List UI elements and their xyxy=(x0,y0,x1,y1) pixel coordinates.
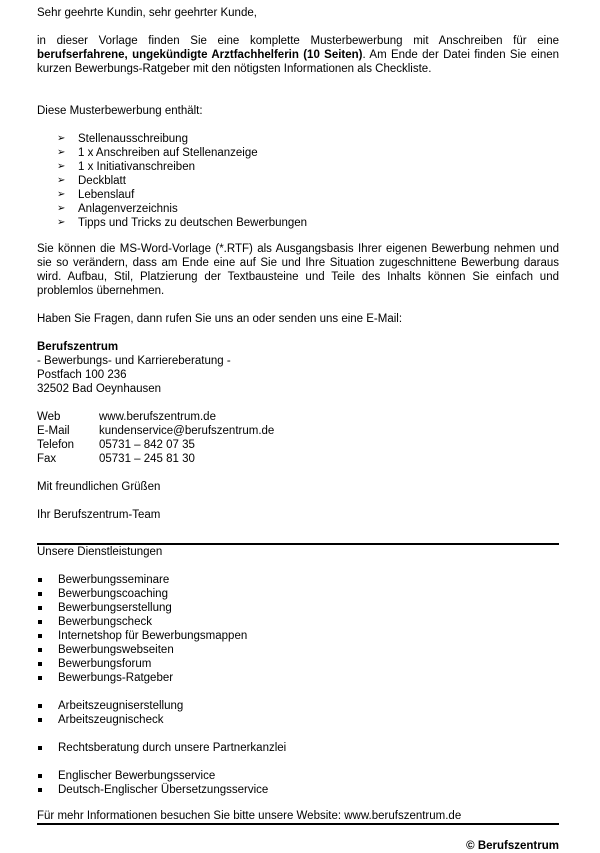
contact-row xyxy=(37,438,559,452)
service-list-item xyxy=(37,671,559,685)
service-label: Deutsch-Englischer Übersetzungsservice xyxy=(58,784,269,796)
intro-text-end: . Am Ende der Datei finden Sie einen kurzen Bewerbungs-Ratgeber mit den nötigsten Informationen als Checkliste. xyxy=(37,49,560,75)
square-bullet-icon xyxy=(38,774,42,778)
square-bullet-icon xyxy=(38,592,42,596)
contents-item-label: Stellenausschreibung xyxy=(78,133,188,145)
contents-list-item xyxy=(37,174,559,188)
arrow-bullet-icon: ➢ xyxy=(57,189,66,200)
service-label: Bewerbungscoaching xyxy=(58,588,168,600)
services-list xyxy=(37,573,559,685)
services-heading: Unsere Dienstleistungen xyxy=(37,546,163,558)
service-list-item xyxy=(37,629,559,643)
greeting: Sehr geehrte Kundin, sehr geehrter Kunde, xyxy=(37,7,257,19)
contents-item-label: Lebenslauf xyxy=(78,189,135,201)
arrow-bullet-icon: ➢ xyxy=(57,147,66,158)
contents-list xyxy=(37,132,559,230)
square-bullet-icon xyxy=(38,718,42,722)
contents-item-label: Anlagenverzeichnis xyxy=(78,203,178,215)
service-label: Bewerbungswebseiten xyxy=(58,644,174,656)
contents-item-label: 1 x Initiativanschreiben xyxy=(78,161,195,173)
document-page xyxy=(37,6,559,825)
contents-list-item xyxy=(37,160,559,174)
square-bullet-icon xyxy=(38,634,42,638)
service-label: Englischer Bewerbungsservice xyxy=(58,770,216,782)
contact-label: Web xyxy=(37,411,61,423)
arrow-bullet-icon: ➢ xyxy=(57,217,66,228)
service-label: Bewerbungsforum xyxy=(58,658,152,670)
contents-list-item xyxy=(37,188,559,202)
contents-heading: Diese Musterbewerbung enthält: xyxy=(37,105,203,117)
services-block xyxy=(37,573,559,797)
service-list-item xyxy=(37,713,559,727)
arrow-bullet-icon: ➢ xyxy=(57,133,66,144)
contents-item-label: Deckblatt xyxy=(78,175,126,187)
square-bullet-icon xyxy=(38,620,42,624)
address-block xyxy=(37,340,559,396)
signature-text: Ihr Berufszentrum-Team xyxy=(37,509,161,521)
closing-text: Mit freundlichen Grüßen xyxy=(37,481,161,493)
contact-row xyxy=(37,424,559,438)
contact-row xyxy=(37,452,559,466)
copyright-notice: © Berufszentrum xyxy=(466,840,559,852)
contents-list-item xyxy=(37,132,559,146)
contact-value: www.berufszentrum.de xyxy=(99,411,216,423)
contact-value: 05731 – 245 81 30 xyxy=(99,453,195,465)
square-bullet-icon xyxy=(38,704,42,708)
square-bullet-icon xyxy=(38,648,42,652)
arrow-bullet-icon: ➢ xyxy=(57,175,66,186)
service-label: Bewerbungs-Ratgeber xyxy=(58,672,174,684)
contents-item-label: Tipps und Tricks zu deutschen Bewerbungen xyxy=(78,217,308,229)
intro-bold-text: berufserfahrene, ungekündigte Arztfachhelferin (10 Seiten) xyxy=(37,49,363,61)
service-list-item xyxy=(37,783,559,797)
square-bullet-icon xyxy=(38,578,42,582)
contact-label: E-Mail xyxy=(37,425,70,437)
service-list-item xyxy=(37,643,559,657)
service-list-item xyxy=(37,601,559,615)
service-label: Rechtsberatung durch unsere Partnerkanzlei xyxy=(58,742,287,754)
footer-divider-line xyxy=(37,823,559,825)
service-list-item xyxy=(37,657,559,671)
contact-value: kundenservice@berufszentrum.de xyxy=(99,425,275,437)
square-bullet-icon xyxy=(38,606,42,610)
postal-box: Postfach 100 236 xyxy=(37,369,127,381)
service-list-item xyxy=(37,573,559,587)
service-list-item xyxy=(37,615,559,629)
service-list-item xyxy=(37,699,559,713)
questions-paragraph: Haben Sie Fragen, dann rufen Sie uns an oder senden uns eine E-Mail: xyxy=(37,313,403,325)
service-list-item xyxy=(37,741,559,755)
contents-list-item xyxy=(37,202,559,216)
contact-label: Fax xyxy=(37,453,57,465)
contents-list-item xyxy=(37,216,559,230)
usage-paragraph: Sie können die MS-Word-Vorlage (*.RTF) als Ausgangsbasis Ihrer eigenen Bewerbung nehmen und sie so verändern, dass am Ende eine auf Sie und Ihre Situation zugeschnittene Bewerbung daraus wird. Aufbau, Stil, Platzierung der Textbausteine und Teile des Inhalts können Sie einfach und problemlos übernehmen. xyxy=(37,243,559,297)
service-label: Arbeitszeugniserstellung xyxy=(58,700,184,712)
service-list-item xyxy=(37,587,559,601)
service-label: Bewerbungserstellung xyxy=(58,602,172,614)
service-label: Internetshop für Bewerbungsmappen xyxy=(58,630,248,642)
services-list xyxy=(37,699,559,727)
company-name: Berufszentrum xyxy=(37,341,119,353)
contents-list-item xyxy=(37,146,559,160)
contact-row xyxy=(37,410,559,424)
service-label: Bewerbungscheck xyxy=(58,616,152,628)
service-list-item xyxy=(37,769,559,783)
square-bullet-icon xyxy=(38,746,42,750)
contents-item-label: 1 x Anschreiben auf Stellenanzeige xyxy=(78,147,258,159)
service-label: Arbeitszeugnischeck xyxy=(58,714,164,726)
company-subtitle: - Bewerbungs- und Karriereberatung - xyxy=(37,355,231,367)
square-bullet-icon xyxy=(38,676,42,680)
intro-paragraph xyxy=(37,34,559,76)
postal-city: 32502 Bad Oeynhausen xyxy=(37,383,162,395)
arrow-bullet-icon: ➢ xyxy=(57,161,66,172)
services-list xyxy=(37,741,559,755)
service-label: Bewerbungsseminare xyxy=(58,574,170,586)
contact-block xyxy=(37,410,559,466)
arrow-bullet-icon: ➢ xyxy=(57,203,66,214)
services-list xyxy=(37,769,559,797)
contact-label: Telefon xyxy=(37,439,75,451)
square-bullet-icon xyxy=(38,662,42,666)
contact-value: 05731 – 842 07 35 xyxy=(99,439,195,451)
footer-info: Für mehr Informationen besuchen Sie bitte unsere Website: www.berufszentrum.de xyxy=(37,810,462,822)
square-bullet-icon xyxy=(38,788,42,792)
intro-text: in dieser Vorlage finden Sie eine komplette Musterbewerbung mit Anschreiben für eine xyxy=(37,35,559,47)
